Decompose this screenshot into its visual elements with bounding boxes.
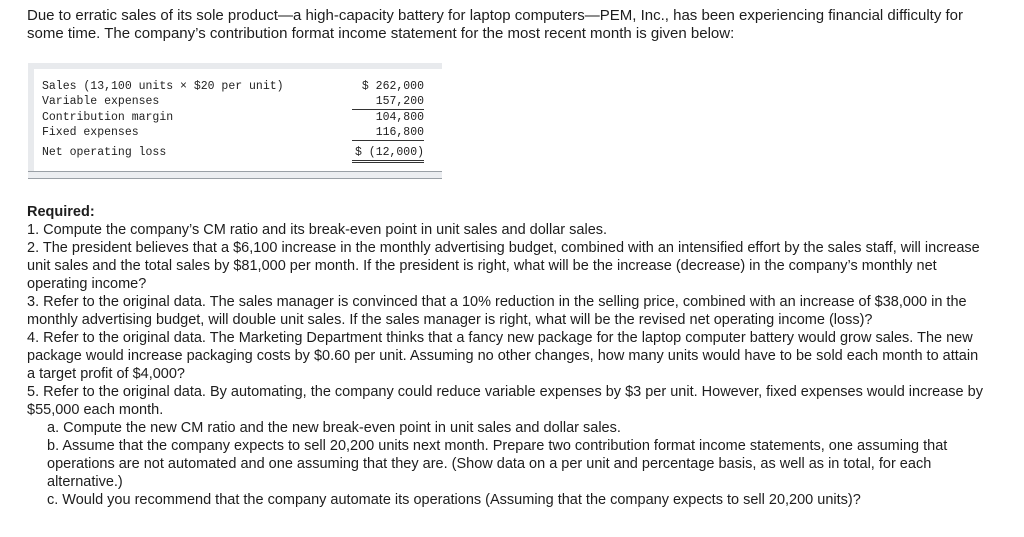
question-5a: a. Compute the new CM ratio and the new break-even point in unit sales and dollar sales.	[47, 420, 621, 436]
row-label: Variable expenses	[42, 95, 160, 108]
question-1: 1. Compute the company’s CM ratio and its break-even point in unit sales and dollar sales.	[27, 222, 608, 238]
row-label: Net operating loss	[42, 146, 167, 159]
table-row-sales	[28, 79, 442, 94]
question-2: 2. The president believes that a $6,100 increase in the monthly advertising budget, combined with an intensified effort by the sales staff, will increase unit sales and the total sales by $81,000 per month. If the president is right, what will be the increase (decrease) in the company’s monthly net operating income?	[27, 240, 980, 292]
table-row-variable-expenses	[28, 94, 442, 109]
question-5c: c. Would you recommend that the company automate its operations (Assuming that the company expects to sell 20,200 units)?	[47, 492, 861, 508]
question-4: 4. Refer to the original data. The Marketing Department thinks that a fancy new package for the laptop computer battery would grow sales. The new package would increase packaging costs by $0.60 per unit. Assuming no other changes, how many units would have to be sold each month to attain a target profit of $4,000?	[27, 330, 979, 382]
required-section	[27, 203, 987, 509]
row-amount: 157,200	[352, 94, 424, 110]
row-amount: 104,800	[375, 111, 424, 124]
question-5: 5. Refer to the original data. By automating, the company could reduce variable expenses by $3 per unit. However, fixed expenses would increase by $55,000 each month.	[27, 384, 983, 418]
row-label: Sales (13,100 units × $20 per unit)	[42, 80, 284, 93]
question-3: 3. Refer to the original data. The sales manager is convinced that a 10% reduction in the selling price, combined with an increase of $38,000 in the monthly advertising budget, will double unit sales. If the sales manager is right, what will be the revised net operating income (loss)?	[27, 294, 967, 328]
row-amount: $ (12,000)	[352, 145, 424, 163]
row-amount: 116,800	[352, 125, 424, 141]
question-5b: b. Assume that the company expects to sell 20,200 units next month. Prepare two contribution format income statements, one assuming that operations are not automated and one assuming that they are. (Show data on a per unit and percentage basis, as well as in total, for each alternative.)	[47, 438, 948, 490]
income-statement-table	[28, 63, 442, 171]
intro-paragraph: Due to erratic sales of its sole product—a high-capacity battery for laptop computers—PEM, Inc., has been experiencing financial difficulty for some time. The company’s contribution format income statement for the most recent month is given below:	[27, 7, 964, 42]
row-amount: $ 262,000	[361, 80, 424, 93]
table-row-contribution-margin	[28, 110, 442, 125]
table-row-fixed-expenses	[28, 125, 442, 140]
row-label: Contribution margin	[42, 111, 174, 124]
required-heading: Required:	[27, 204, 95, 220]
table-row-net-operating-loss	[28, 145, 442, 160]
table-bottom-rule	[28, 171, 442, 179]
row-label: Fixed expenses	[42, 126, 139, 139]
table-header-band	[28, 63, 442, 69]
